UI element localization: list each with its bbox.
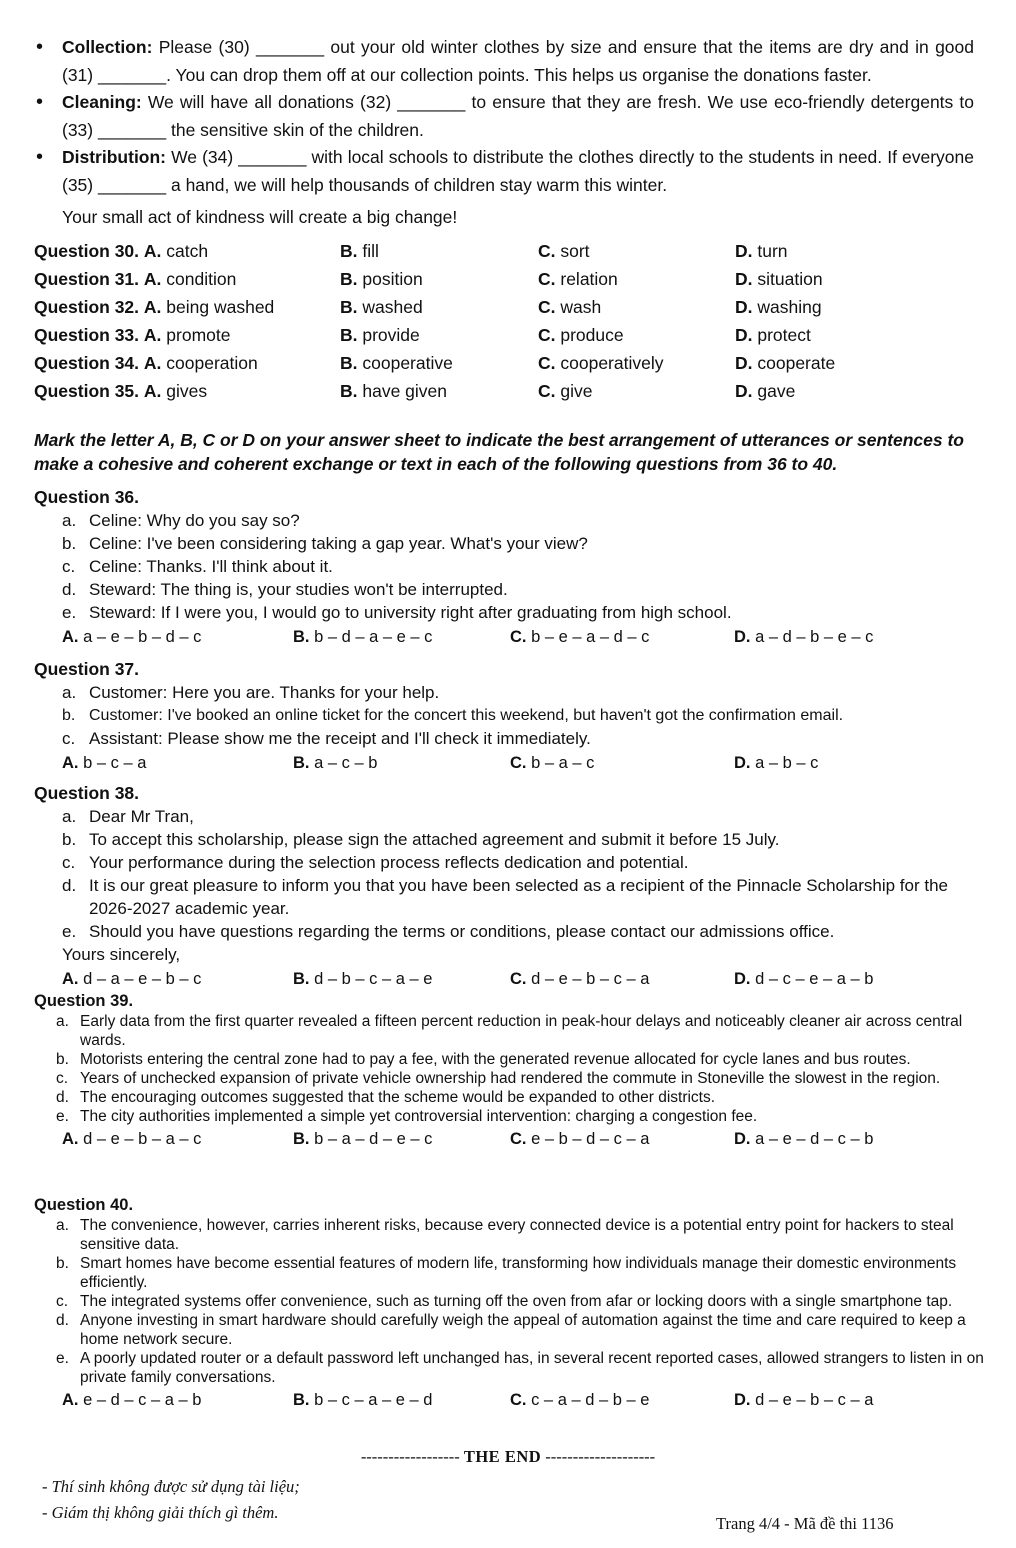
option-letter: A.	[143, 296, 162, 317]
bullet-label: Cleaning:	[62, 92, 142, 112]
item-letter: d.	[56, 1089, 69, 1106]
item-letter: b.	[62, 830, 77, 849]
question-37	[34, 658, 984, 776]
list-item	[34, 601, 984, 624]
item-text: Celine: Thanks. I'll think about it.	[89, 557, 333, 576]
option-letter: B.	[293, 754, 310, 772]
option-letter: C.	[510, 1391, 527, 1409]
option-a: catch	[166, 240, 209, 261]
item-text: Early data from the first quarter revealed a fifteen percent reduction in peak-hour delays and noticeably cleaner air across central wards.	[80, 1013, 963, 1049]
question-row	[34, 349, 984, 377]
option-c: e – b – d – c – a	[531, 1130, 650, 1148]
option-letter: D.	[735, 268, 753, 289]
list-item	[34, 851, 984, 874]
option-d: d – e – b – c – a	[755, 1391, 874, 1409]
item-letter: e.	[62, 603, 77, 622]
bullet-text: Please (30) _______ out your old winter clothes by size and ensure that the items are dry and in good (31) _______. You can drop them off at our collection points. This helps us organise the donations faster.	[62, 37, 974, 85]
option-letter: A.	[62, 628, 79, 646]
option-a: a – e – b – d – c	[83, 628, 202, 646]
option-letter: D.	[735, 240, 753, 261]
option-letter: C.	[538, 380, 556, 401]
page-footer: Trang 4/4 - Mã đề thi 1136	[716, 1514, 894, 1533]
item-text: The encouraging outcomes suggested that the scheme would be expanded to other districts.	[80, 1089, 716, 1106]
option-letter: D.	[734, 1130, 751, 1148]
option-d: a – d – b – e – c	[755, 628, 874, 646]
question-title: Question 39.	[34, 992, 134, 1010]
option-b: washed	[362, 296, 423, 317]
question-row	[34, 293, 984, 321]
option-letter: B.	[340, 296, 358, 317]
option-b: b – a – d – e – c	[314, 1130, 433, 1148]
option-b: fill	[362, 240, 379, 261]
option-letter: B.	[340, 240, 358, 261]
item-letter: e.	[56, 1108, 69, 1125]
item-text: Customer: Here you are. Thanks for your help.	[89, 683, 440, 702]
option-letter: A.	[143, 240, 162, 261]
option-a: condition	[166, 268, 237, 289]
bullet-label: Collection:	[62, 37, 153, 57]
list-item	[34, 1088, 984, 1107]
option-d: turn	[757, 240, 788, 261]
item-letter: c.	[56, 1293, 69, 1310]
option-letter: D.	[734, 628, 751, 646]
option-letter: C.	[510, 628, 527, 646]
option-letter: A.	[62, 754, 79, 772]
item-letter: a.	[62, 511, 77, 530]
question-38	[34, 782, 984, 992]
list-item	[34, 1069, 984, 1088]
the-end-marker	[0, 1447, 1016, 1467]
question-row	[34, 265, 984, 293]
option-letter: D.	[734, 1391, 751, 1409]
question-40	[34, 1195, 984, 1413]
option-a: b – c – a	[83, 754, 147, 772]
item-letter: c.	[62, 729, 76, 748]
option-a: being washed	[166, 296, 275, 317]
option-letter: A.	[62, 970, 79, 988]
list-item	[34, 874, 984, 920]
item-text: Anyone investing in smart hardware should carefully weigh the appeal of automation against the time and care required to keep a home network secure.	[80, 1312, 966, 1348]
question-title: Question 38.	[34, 783, 140, 803]
option-letter: C.	[510, 970, 527, 988]
option-a: d – a – e – b – c	[83, 970, 202, 988]
answer-options	[34, 966, 984, 992]
option-letter: B.	[293, 970, 310, 988]
dash-rule: --------------------	[545, 1447, 656, 1466]
option-a: e – d – c – a – b	[83, 1391, 202, 1409]
option-a: d – e – b – a – c	[83, 1130, 202, 1148]
note-line: - Giám thị không giải thích gì thêm.	[42, 1503, 279, 1522]
item-letter: a.	[56, 1013, 69, 1030]
list-item	[34, 704, 984, 727]
closing-line: Your small act of kindness will create a big change!	[62, 207, 458, 227]
list-item	[34, 805, 984, 828]
item-text: Years of unchecked expansion of private vehicle ownership had rendered the commute in Stoneville the slowest in the region.	[80, 1070, 941, 1087]
answer-options	[34, 1126, 984, 1152]
option-c: wash	[560, 296, 602, 317]
item-letter: b.	[56, 1051, 69, 1068]
option-letter: D.	[734, 970, 751, 988]
option-c: b – e – a – d – c	[531, 628, 650, 646]
answer-options	[34, 1387, 984, 1413]
bullet-text: We (34) _______ with local schools to distribute the clothes directly to the students in need. If everyone (35) _______ a hand, we will help thousands of children stay warm this winter.	[62, 147, 974, 195]
option-letter: C.	[538, 240, 556, 261]
item-text: The convenience, however, carries inherent risks, because every connected device is a potential entry point for hackers to steal sensitive data.	[80, 1217, 954, 1253]
question-number: Question 35.	[34, 380, 140, 401]
question-39	[34, 991, 984, 1152]
option-d: situation	[757, 268, 823, 289]
option-b: position	[362, 268, 423, 289]
option-c: relation	[560, 268, 618, 289]
option-letter: C.	[538, 296, 556, 317]
option-letter: D.	[735, 352, 753, 373]
list-item	[34, 1012, 984, 1050]
question-row	[34, 377, 984, 405]
note-line: - Thí sinh không được sử dụng tài liệu;	[42, 1477, 300, 1496]
option-b: a – c – b	[314, 754, 378, 772]
list-item	[34, 509, 984, 532]
option-letter: A.	[143, 352, 162, 373]
mc-question-grid	[34, 237, 984, 405]
option-letter: B.	[293, 628, 310, 646]
item-letter: b.	[62, 534, 77, 553]
list-item	[34, 1050, 984, 1069]
option-b: b – d – a – e – c	[314, 628, 433, 646]
item-letter: a.	[56, 1217, 69, 1234]
bullet-text: We will have all donations (32) _______ to ensure that they are fresh. We use eco-friendly detergents to (33) _______ the sensitive skin of the children.	[62, 92, 974, 140]
option-d: washing	[757, 296, 822, 317]
letter-signoff: Yours sincerely,	[62, 945, 181, 964]
list-item	[34, 1311, 984, 1349]
option-d: cooperate	[757, 352, 836, 373]
option-letter: B.	[293, 1130, 310, 1148]
question-number: Question 32.	[34, 296, 140, 317]
option-b: have given	[362, 380, 448, 401]
option-a: gives	[166, 380, 208, 401]
list-item	[34, 1107, 984, 1126]
option-letter: D.	[734, 754, 751, 772]
option-letter: A.	[62, 1130, 79, 1148]
list-item	[34, 1349, 984, 1387]
item-text: Customer: I've booked an online ticket for the concert this weekend, but haven't got the confirmation email.	[89, 707, 844, 724]
list-item	[34, 532, 984, 555]
list-item	[34, 920, 984, 943]
item-text: Assistant: Please show me the receipt and I'll check it immediately.	[89, 729, 591, 748]
option-d: gave	[757, 380, 796, 401]
option-d: protect	[757, 324, 811, 345]
option-a: cooperation	[166, 352, 258, 373]
option-a: promote	[166, 324, 231, 345]
item-text: The integrated systems offer convenience, such as turning off the oven from afar or locking doors with a single smartphone tap.	[80, 1293, 953, 1310]
list-item	[34, 681, 984, 704]
option-letter: A.	[62, 1391, 79, 1409]
list-item	[34, 1292, 984, 1311]
item-text: It is our great pleasure to inform you that you have been selected as a recipient of the Pinnacle Scholarship for the 2026-2027 academic year.	[89, 876, 949, 918]
item-text: Steward: The thing is, your studies won't be interrupted.	[89, 580, 508, 599]
option-letter: C.	[538, 324, 556, 345]
dash-rule: ------------------	[360, 1447, 460, 1466]
question-number: Question 34.	[34, 352, 140, 373]
item-letter: d.	[62, 580, 77, 599]
exam-notes	[42, 1474, 300, 1526]
section-instruction: Mark the letter A, B, C or D on your answer sheet to indicate the best arrangement of utterances or sentences to make a cohesive and coherent exchange or text in each of the following questions from 36 to 40.	[34, 430, 964, 474]
list-item	[34, 727, 984, 750]
option-c: cooperatively	[560, 352, 664, 373]
option-b: provide	[362, 324, 420, 345]
option-letter: B.	[340, 380, 358, 401]
notice-bullets	[34, 34, 974, 232]
option-letter: D.	[735, 296, 753, 317]
question-36	[34, 486, 984, 650]
option-b: cooperative	[362, 352, 453, 373]
option-c: c – a – d – b – e	[531, 1391, 650, 1409]
bullet-distribution	[34, 144, 974, 199]
option-c: d – e – b – c – a	[531, 970, 650, 988]
question-row	[34, 237, 984, 265]
question-number: Question 33.	[34, 324, 140, 345]
item-letter: e.	[56, 1350, 69, 1367]
option-letter: C.	[510, 754, 527, 772]
answer-options	[34, 624, 984, 650]
option-b: b – c – a – e – d	[314, 1391, 433, 1409]
option-c: sort	[560, 240, 590, 261]
item-letter: c.	[56, 1070, 69, 1087]
item-text: Motorists entering the central zone had to pay a fee, with the generated revenue allocated for cycle lanes and bus routes.	[80, 1051, 911, 1068]
question-title: Question 36.	[34, 487, 140, 507]
list-item	[34, 1254, 984, 1292]
item-text: Celine: Why do you say so?	[89, 511, 300, 530]
question-title: Question 40.	[34, 1196, 134, 1214]
item-text: Your performance during the selection process reflects dedication and potential.	[89, 853, 689, 872]
option-d: a – b – c	[755, 754, 819, 772]
option-letter: A.	[143, 380, 162, 401]
option-letter: D.	[735, 380, 753, 401]
item-text: The city authorities implemented a simple yet controversial intervention: charging a congestion fee.	[80, 1108, 758, 1125]
bullet-cleaning	[34, 89, 974, 144]
option-letter: B.	[340, 352, 358, 373]
item-letter: e.	[62, 922, 77, 941]
item-text: Dear Mr Tran,	[89, 807, 194, 826]
option-c: b – a – c	[531, 754, 595, 772]
question-row	[34, 321, 984, 349]
list-item	[34, 578, 984, 601]
option-d: a – e – d – c – b	[755, 1130, 874, 1148]
bullet-collection	[34, 34, 974, 89]
item-text: Steward: If I were you, I would go to university right after graduating from high school.	[89, 603, 732, 622]
item-letter: a.	[62, 807, 77, 826]
item-letter: c.	[62, 557, 76, 576]
list-item	[34, 1216, 984, 1254]
answer-options	[34, 750, 984, 776]
option-letter: A.	[143, 268, 162, 289]
item-text: A poorly updated router or a default password left unchanged has, in several recent reported cases, allowed strangers to listen in on private family conversations.	[80, 1350, 984, 1386]
option-letter: D.	[735, 324, 753, 345]
item-letter: a.	[62, 683, 77, 702]
item-letter: b.	[62, 707, 76, 724]
item-letter: b.	[56, 1255, 69, 1272]
item-text: Smart homes have become essential features of modern life, transforming how individuals manage their domestic environments efficiently.	[80, 1255, 957, 1291]
list-item	[34, 555, 984, 578]
option-c: produce	[560, 324, 624, 345]
the-end-label: THE END	[463, 1447, 542, 1466]
item-text: To accept this scholarship, please sign the attached agreement and submit it before 15 July.	[89, 830, 780, 849]
option-letter: C.	[538, 352, 556, 373]
list-item	[34, 828, 984, 851]
option-letter: C.	[538, 268, 556, 289]
option-letter: B.	[293, 1391, 310, 1409]
option-letter: A.	[143, 324, 162, 345]
option-b: d – b – c – a – e	[314, 970, 433, 988]
question-title: Question 37.	[34, 659, 140, 679]
item-letter: c.	[62, 853, 76, 872]
item-text: Should you have questions regarding the terms or conditions, please contact our admissions office.	[89, 922, 835, 941]
question-number: Question 31.	[34, 268, 140, 289]
option-d: d – c – e – a – b	[755, 970, 874, 988]
item-letter: d.	[56, 1312, 69, 1329]
option-c: give	[560, 380, 593, 401]
question-number: Question 30.	[34, 240, 140, 261]
bullet-label: Distribution:	[62, 147, 167, 167]
item-text: Celine: I've been considering taking a gap year. What's your view?	[89, 534, 588, 553]
item-letter: d.	[62, 876, 77, 895]
option-letter: B.	[340, 324, 358, 345]
option-letter: B.	[340, 268, 358, 289]
option-letter: C.	[510, 1130, 527, 1148]
